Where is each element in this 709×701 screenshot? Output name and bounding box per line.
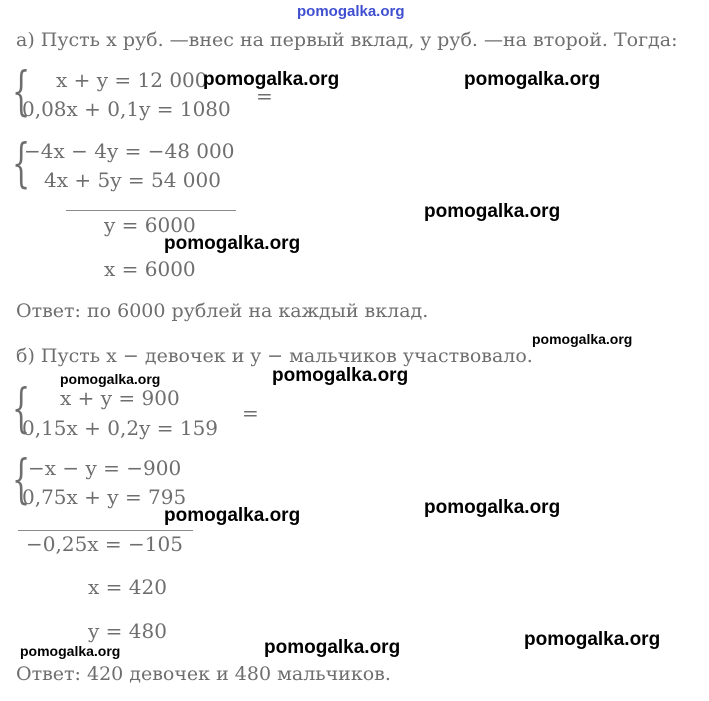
watermark: pomogalka.org — [464, 69, 601, 90]
part-b-result-y: y = 480 — [88, 619, 167, 643]
part-a-equals-sign: = — [256, 84, 273, 108]
watermark: pomogalka.org — [20, 643, 121, 659]
part-b-system2-brace: { — [12, 450, 31, 510]
part-b-system1-eq1: x + y = 900 — [60, 386, 180, 410]
watermark: pomogalka.org — [164, 505, 301, 526]
part-b-system1-eq2: 0,15x + 0,2y = 159 — [22, 416, 219, 440]
watermark: pomogalka.org — [60, 371, 161, 387]
part-a-answer: Ответ: по 6000 рублей на каждый вклад. — [16, 300, 429, 322]
part-b-sum: −0,25x = −105 — [26, 532, 183, 556]
part-b-system1-brace: { — [12, 379, 31, 439]
watermark: pomogalka.org — [272, 365, 409, 386]
part-b-equals-sign: = — [242, 401, 259, 425]
part-a-system2-eq2: 4x + 5y = 54 000 — [44, 168, 221, 192]
watermark: pomogalka.org — [424, 497, 561, 518]
part-b-sum-line — [18, 530, 193, 531]
part-a-system2-eq1: −4x − 4y = −48 000 — [24, 139, 235, 163]
part-a-intro: а) Пусть x руб. —внес на первый вклад, y руб. —на второй. Тогда: — [16, 29, 678, 51]
part-b-system2-eq2: 0,75x + y = 795 — [22, 485, 187, 509]
watermark: pomogalka.org — [532, 331, 633, 347]
watermark: pomogalka.org — [524, 629, 661, 650]
part-a-system1-eq1: x + y = 12 000 — [56, 68, 208, 92]
part-a-system2-brace: { — [12, 134, 31, 194]
part-a-system1-eq2: 0,08x + 0,1y = 1080 — [22, 97, 231, 121]
header-watermark: pomogalka.org — [297, 3, 405, 20]
watermark: pomogalka.org — [264, 637, 401, 658]
part-a-result-x: x = 6000 — [104, 257, 196, 281]
part-b-intro: б) Пусть x − девочек и y − мальчиков участвовало. — [16, 345, 533, 367]
watermark: pomogalka.org — [203, 69, 340, 90]
watermark: pomogalka.org — [164, 233, 301, 254]
part-a-sum-line — [66, 210, 236, 211]
part-b-answer: Ответ: 420 девочек и 480 мальчиков. — [16, 663, 391, 685]
part-b-system2-eq1: −x − y = −900 — [28, 456, 182, 480]
part-a-result-y: y = 6000 — [104, 213, 196, 237]
watermark: pomogalka.org — [424, 201, 561, 222]
part-b-result-x: x = 420 — [88, 575, 167, 599]
part-a-system1-brace: { — [12, 62, 31, 122]
